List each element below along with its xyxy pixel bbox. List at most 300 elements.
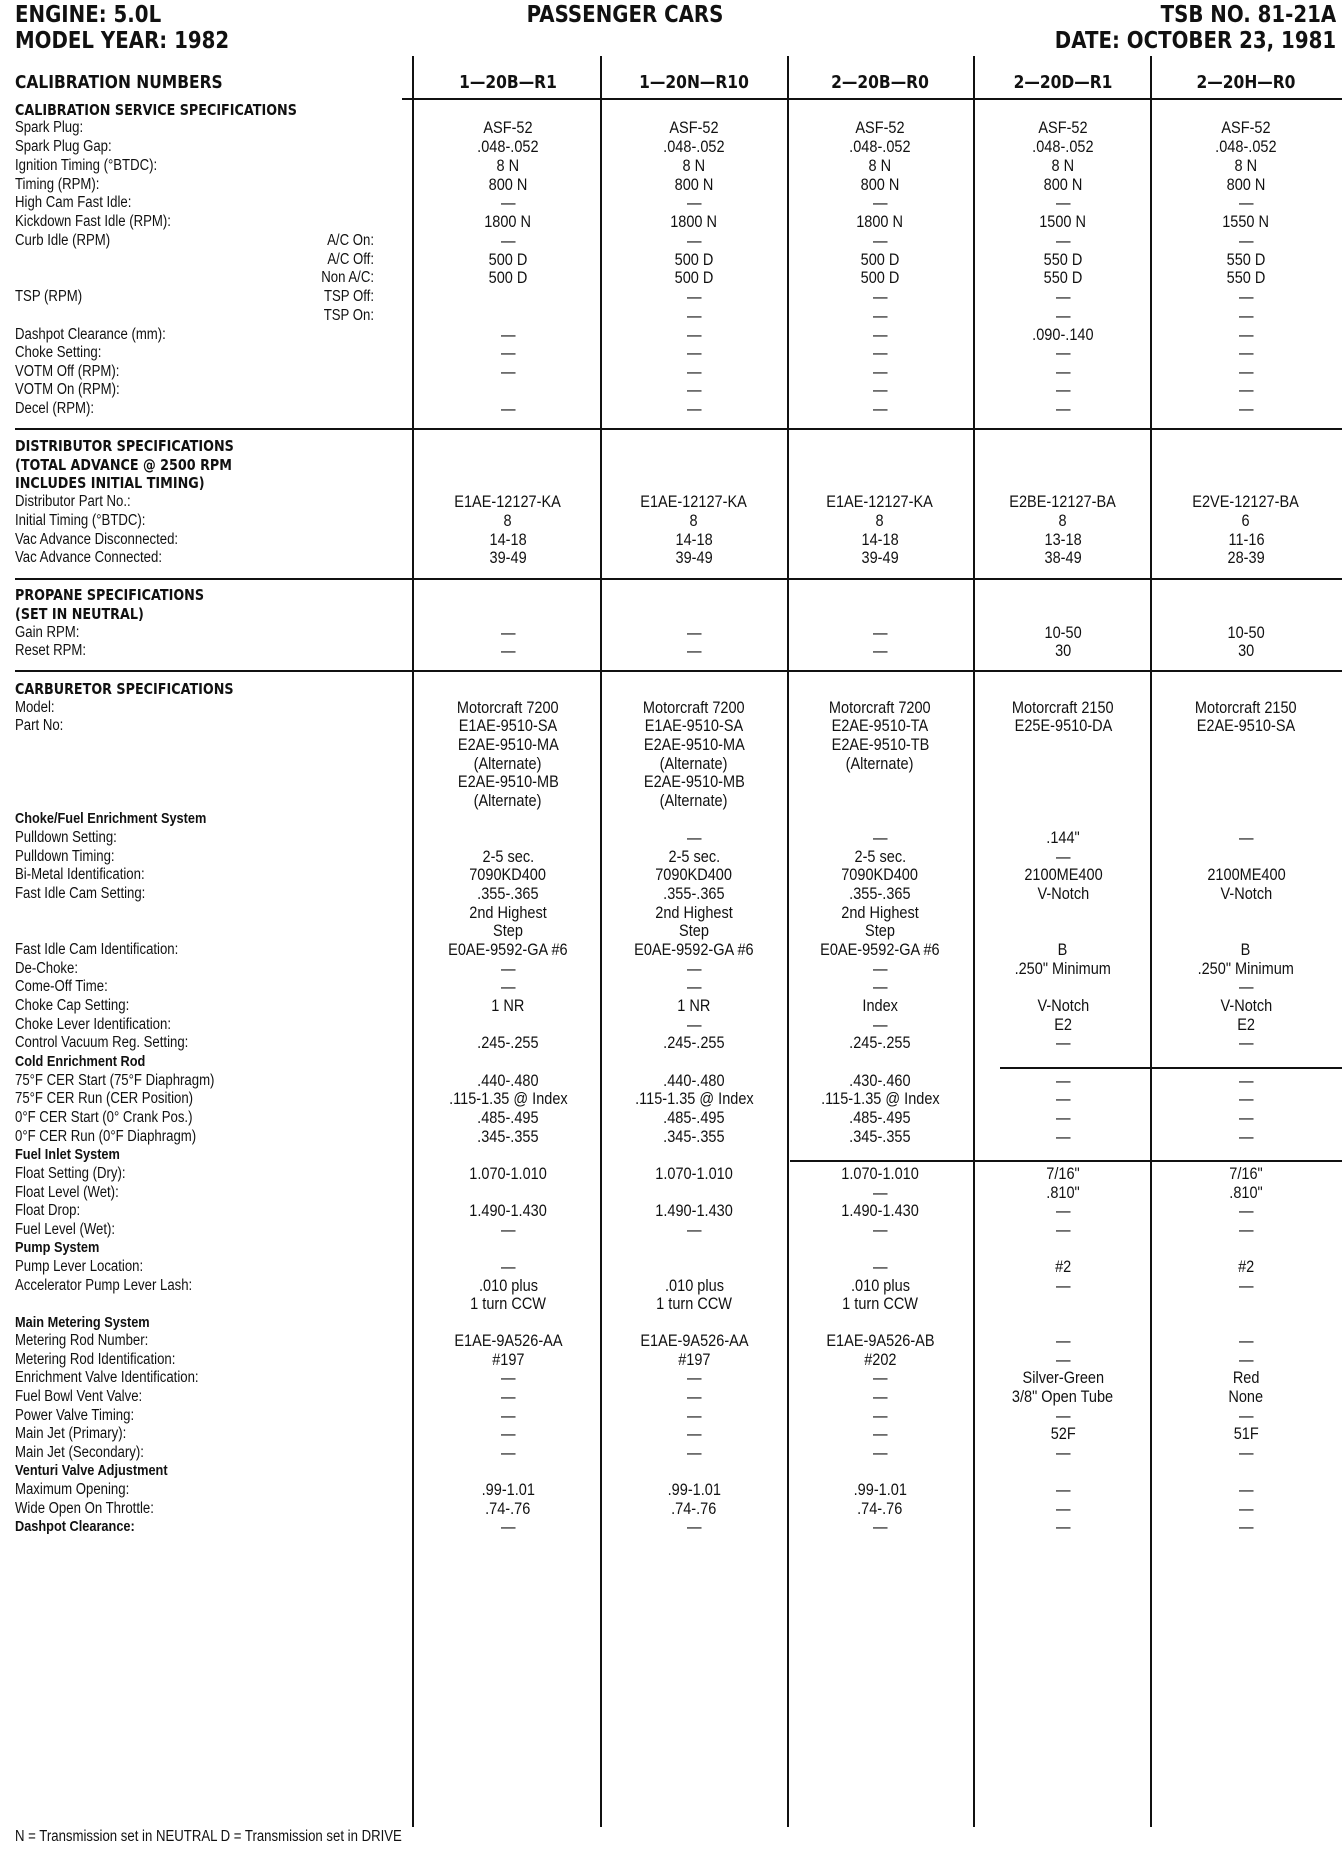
spec-value-text: (Alternate): [474, 755, 542, 773]
spec-value-text: Step: [493, 922, 523, 940]
spec-value-text: E2: [1054, 1016, 1072, 1034]
spec-value-text: —: [1055, 848, 1071, 866]
spec-value-text: —: [872, 1425, 888, 1443]
spec-value-text: 800 N: [488, 176, 528, 194]
spec-value-text: 1 NR: [677, 997, 711, 1015]
spec-value-text: .430-.460: [849, 1072, 911, 1090]
spec-value-text: Step: [679, 922, 709, 940]
spec-label: VOTM On (RPM):: [15, 381, 120, 398]
section-heading: (TOTAL ADVANCE @ 2500 RPM: [15, 456, 232, 474]
subsection-heading: Dashpot Clearance:: [15, 1518, 135, 1535]
spec-value-text: E2AE-9510-MB: [643, 773, 745, 791]
spec-value-text: 1.070-1.010: [469, 1165, 547, 1183]
spec-value-text: E2AE-9510-MA: [643, 736, 745, 754]
spec-label: Wide Open On Throttle:: [15, 1500, 154, 1517]
spec-value-text: 1800 N: [484, 213, 532, 231]
spec-label: De-Choke:: [15, 960, 78, 977]
spec-value-text: .355-.365: [849, 885, 911, 903]
spec-value-text: .485-.495: [663, 1109, 725, 1127]
spec-value-text: 1.490-1.430: [841, 1202, 919, 1220]
spec-value-text: —: [872, 1221, 888, 1239]
spec-value: [423, 398, 593, 420]
spec-value-text: Index: [862, 997, 898, 1015]
spec-value-text: —: [500, 1407, 516, 1425]
section-heading: CARBURETOR SPECIFICATIONS: [15, 680, 234, 698]
spec-label: Bi-Metal Identification:: [15, 866, 145, 883]
spec-value-text: —: [872, 1369, 888, 1387]
spec-value: [423, 640, 593, 662]
spec-value-text: —: [686, 1388, 702, 1406]
spec-value-text: —: [500, 232, 516, 250]
spec-value-text: 800 N: [1043, 176, 1083, 194]
spec-value-text: 39-49: [489, 549, 527, 567]
spec-label: 0°F CER Run (0°F Diaphragm): [15, 1128, 197, 1145]
spec-value-text: 8: [1058, 512, 1068, 530]
section-divider: [15, 670, 1342, 672]
table-row: [0, 547, 1344, 569]
spec-value-text: E1AE-9A526-AB: [825, 1332, 935, 1350]
spec-value-text: 28-39: [1227, 549, 1265, 567]
spec-value-text: 500 D: [860, 269, 900, 287]
spec-value-text: .74-.76: [671, 1500, 717, 1518]
column-divider: [787, 56, 789, 1827]
spec-value-text: —: [1055, 1444, 1071, 1462]
spec-value-text: 1 NR: [491, 997, 525, 1015]
spec-value-text: —: [872, 307, 888, 325]
spec-value-text: 52F: [1050, 1425, 1076, 1443]
spec-value-text: 2nd Highest: [655, 904, 733, 922]
spec-value-text: —: [1238, 1500, 1254, 1518]
spec-value-text: None: [1228, 1388, 1264, 1406]
spec-label: Come-Off Time:: [15, 978, 108, 995]
spec-value-text: —: [872, 1518, 888, 1536]
spec-value-text: —: [872, 1388, 888, 1406]
spec-label: Maximum Opening:: [15, 1481, 130, 1498]
spec-value-text: —: [686, 960, 702, 978]
spec-value-text: —: [1238, 1072, 1254, 1090]
spec-value-text: —: [686, 1518, 702, 1536]
spec-value-text: 2nd Highest: [841, 904, 919, 922]
spec-label: 0°F CER Start (0° Crank Pos.): [15, 1109, 193, 1126]
spec-label: Metering Rod Number:: [15, 1332, 149, 1349]
spec-value-text: .010 plus: [664, 1277, 724, 1295]
spec-value-text: 10-50: [1227, 624, 1265, 642]
spec-value: [795, 640, 965, 662]
spec-value-text: 2nd Highest: [469, 904, 547, 922]
spec-value-text: #202: [863, 1351, 897, 1369]
spec-label: Gain RPM:: [15, 624, 80, 641]
spec-value-text: —: [1238, 1128, 1254, 1146]
spec-value-text: 30: [1054, 642, 1072, 660]
spec-value-text: —: [500, 194, 516, 212]
spec-value-text: E1AE-12127-KA: [454, 493, 562, 511]
spec-value-text: 2100ME400: [1023, 866, 1103, 884]
spec-value-text: —: [1238, 829, 1254, 847]
spec-value-text: —: [1055, 363, 1071, 381]
spec-value-text: —: [500, 1388, 516, 1406]
spec-value-text: .440-.480: [477, 1072, 539, 1090]
spec-value-text: E2AE-9510-MB: [457, 773, 559, 791]
spec-value-text: 800 N: [674, 176, 714, 194]
spec-value-text: #197: [677, 1351, 711, 1369]
spec-value-text: 800 N: [860, 176, 900, 194]
category-label: PASSENGER CARS: [526, 2, 724, 28]
spec-label: Choke Cap Setting:: [15, 997, 130, 1014]
spec-value-text: —: [872, 1407, 888, 1425]
spec-value-text: —: [1238, 1407, 1254, 1425]
spec-value-text: 550 D: [1226, 269, 1266, 287]
spec-value-text: —: [500, 1444, 516, 1462]
spec-value-text: E1AE-12127-KA: [640, 493, 748, 511]
spec-value-text: E2AE-9510-MA: [457, 736, 559, 754]
spec-value-text: .250" Minimum: [1014, 960, 1112, 978]
spec-value-text: .048-.052: [1032, 138, 1094, 156]
table-row: [0, 640, 1344, 662]
spec-value-text: 1550 N: [1222, 213, 1270, 231]
spec-value-text: .048-.052: [477, 138, 539, 156]
spec-value-text: —: [1055, 1128, 1071, 1146]
spec-value-text: 14-18: [675, 531, 713, 549]
spec-value-text: 39-49: [675, 549, 713, 567]
spec-label: Accelerator Pump Lever Lash:: [15, 1277, 193, 1294]
spec-value-text: —: [1055, 232, 1071, 250]
spec-value-text: —: [1055, 1090, 1071, 1108]
spec-value-text: .010 plus: [478, 1277, 538, 1295]
spec-value-text: —: [1055, 1202, 1071, 1220]
spec-value-text: E2AE-9510-TB: [831, 736, 929, 754]
spec-value-text: —: [1238, 1202, 1254, 1220]
spec-value-text: —: [686, 1425, 702, 1443]
spec-value-text: V-Notch: [1037, 885, 1089, 903]
table-row: [0, 1516, 1344, 1538]
spec-value-text: B: [1241, 941, 1251, 959]
spec-label: Kickdown Fast Idle (RPM):: [15, 213, 171, 230]
spec-value-text: —: [872, 232, 888, 250]
spec-value-text: 8 N: [868, 157, 892, 175]
spec-value-text: —: [872, 1444, 888, 1462]
spec-label: Fuel Bowl Vent Valve:: [15, 1388, 143, 1405]
spec-value-text: E0AE-9592-GA #6: [820, 941, 940, 959]
spec-value-text: —: [500, 624, 516, 642]
table-row: [0, 398, 1344, 420]
spec-value-text: —: [872, 1258, 888, 1276]
spec-value-text: Silver-Green: [1022, 1369, 1104, 1387]
spec-value-text: —: [1055, 307, 1071, 325]
spec-value-text: (Alternate): [474, 792, 542, 810]
spec-value-text: E25E-9510-DA: [1014, 717, 1112, 735]
spec-value-text: .115-1.35 @ Index: [448, 1090, 568, 1108]
spec-value-text: 1500 N: [1039, 213, 1087, 231]
spec-value-text: 500 D: [674, 269, 714, 287]
spec-label: Vac Advance Disconnected:: [15, 531, 179, 548]
spec-value-text: .345-.355: [477, 1128, 539, 1146]
spec-value-text: —: [872, 642, 888, 660]
spec-value-text: —: [1238, 326, 1254, 344]
spec-value-text: —: [686, 1221, 702, 1239]
spec-label: Reset RPM:: [15, 642, 87, 659]
spec-value-text: .355-.365: [477, 885, 539, 903]
spec-value-text: Step: [865, 922, 895, 940]
spec-value-text: 1.070-1.010: [655, 1165, 733, 1183]
spec-value: [1161, 640, 1331, 662]
header-rule: [402, 98, 1342, 100]
spec-value-text: ASF-52: [669, 119, 719, 137]
spec-label: Spark Plug Gap:: [15, 138, 112, 155]
spec-value-text: —: [500, 1518, 516, 1536]
spec-value-text: —: [1055, 1332, 1071, 1350]
spec-value-text: 7090KD400: [469, 866, 547, 884]
spec-label: Fast Idle Cam Identification:: [15, 941, 179, 958]
spec-value: [609, 398, 779, 420]
spec-value-text: —: [686, 1444, 702, 1462]
spec-label: Curb Idle (RPM): [15, 232, 111, 249]
spec-value-text: 500 D: [488, 251, 528, 269]
section-divider: [790, 1160, 1342, 1162]
spec-value: [423, 547, 593, 569]
spec-value: [609, 640, 779, 662]
subsection-heading: Venturi Valve Adjustment: [15, 1462, 168, 1479]
spec-label: Main Jet (Secondary):: [15, 1444, 144, 1461]
spec-value-text: .048-.052: [849, 138, 911, 156]
spec-value-text: —: [872, 960, 888, 978]
spec-value-text: .345-.355: [849, 1128, 911, 1146]
spec-value: [1161, 1516, 1331, 1538]
spec-value-text: 11-16: [1227, 531, 1265, 549]
spec-value-text: —: [686, 363, 702, 381]
spec-value-text: Motorcraft 2150: [1012, 699, 1114, 717]
spec-value-text: —: [1238, 344, 1254, 362]
spec-value-text: —: [686, 344, 702, 362]
column-header: 2—20D—R1: [1013, 72, 1113, 93]
spec-label: Spark Plug:: [15, 119, 84, 136]
spec-value-text: 7090KD400: [655, 866, 733, 884]
spec-label: High Cam Fast Idle:: [15, 194, 132, 211]
column-divider: [600, 56, 602, 1827]
spec-value-text: 8 N: [496, 157, 520, 175]
spec-label: Model:: [15, 699, 55, 716]
column-header: 1—20B—R1: [459, 72, 557, 93]
spec-value-text: .74-.76: [857, 1500, 903, 1518]
spec-value-text: —: [686, 1407, 702, 1425]
spec-value-text: .048-.052: [1215, 138, 1277, 156]
spec-value-text: —: [686, 381, 702, 399]
spec-value-text: —: [686, 642, 702, 660]
spec-value-text: —: [686, 307, 702, 325]
spec-value-text: ASF-52: [483, 119, 533, 137]
spec-value-text: —: [500, 344, 516, 362]
spec-value-text: .99-1.01: [481, 1481, 535, 1499]
spec-value-text: 2-5 sec.: [854, 848, 906, 866]
spec-value-text: #2: [1237, 1258, 1255, 1276]
spec-value-text: —: [1055, 1500, 1071, 1518]
spec-label: Distributor Part No.:: [15, 493, 131, 510]
subsection-heading: Choke/Fuel Enrichment System: [15, 810, 207, 827]
spec-value-text: E0AE-9592-GA #6: [634, 941, 754, 959]
spec-label: Pump Lever Location:: [15, 1258, 144, 1275]
spec-value-text: —: [500, 642, 516, 660]
spec-value-text: —: [686, 326, 702, 344]
spec-label: VOTM Off (RPM):: [15, 363, 120, 380]
spec-label: TSP (RPM): [15, 288, 83, 305]
spec-label: Decel (RPM):: [15, 400, 95, 417]
spec-value-text: V-Notch: [1220, 885, 1272, 903]
spec-value-text: .485-.495: [477, 1109, 539, 1127]
spec-value-text: —: [1055, 1221, 1071, 1239]
spec-value: [795, 547, 965, 569]
section-divider: [1000, 1067, 1342, 1069]
spec-value-text: —: [500, 400, 516, 418]
spec-value-text: —: [1238, 1109, 1254, 1127]
spec-value-text: —: [500, 978, 516, 996]
spec-value-text: —: [686, 624, 702, 642]
spec-value-text: —: [872, 288, 888, 306]
spec-value-text: 800 N: [1226, 176, 1266, 194]
spec-value-text: —: [1055, 194, 1071, 212]
spec-value-text: —: [872, 400, 888, 418]
spec-value-text: E2AE-9510-SA: [1196, 717, 1296, 735]
spec-value-text: —: [1055, 1034, 1071, 1052]
spec-value-text: 38-49: [1044, 549, 1082, 567]
spec-value-text: —: [872, 1184, 888, 1202]
spec-value-text: (Alternate): [660, 792, 728, 810]
spec-value-text: .810": [1229, 1184, 1263, 1202]
spec-value-text: .115-1.35 @ Index: [634, 1090, 754, 1108]
spec-value-text: E1AE-9510-SA: [458, 717, 558, 735]
spec-label: Control Vacuum Reg. Setting:: [15, 1034, 189, 1051]
spec-sublabel: A/C On:: [327, 232, 374, 249]
spec-label: Initial Timing (°BTDC):: [15, 512, 146, 529]
spec-sublabel: TSP On:: [323, 307, 374, 324]
spec-value: [978, 398, 1148, 420]
spec-value-text: —: [1238, 1277, 1254, 1295]
spec-value-text: 10-50: [1044, 624, 1082, 642]
spec-label: Timing (RPM):: [15, 176, 100, 193]
spec-value-text: 8: [875, 512, 885, 530]
spec-value-text: 550 D: [1043, 269, 1083, 287]
spec-value-text: V-Notch: [1220, 997, 1272, 1015]
spec-value-text: E2: [1237, 1016, 1255, 1034]
spec-value-text: 8: [503, 512, 513, 530]
spec-value-text: —: [1238, 363, 1254, 381]
bulletin-date: DATE: OCTOBER 23, 1981: [1054, 28, 1336, 54]
spec-label: Float Level (Wet):: [15, 1184, 119, 1201]
spec-value-text: 3/8" Open Tube: [1012, 1388, 1114, 1406]
spec-value-text: 8 N: [1234, 157, 1258, 175]
subsection-heading: Fuel Inlet System: [15, 1146, 120, 1163]
spec-value-text: .74-.76: [485, 1500, 531, 1518]
spec-label: Part No:: [15, 717, 64, 734]
spec-value-text: —: [500, 363, 516, 381]
section-heading: PROPANE SPECIFICATIONS: [15, 586, 205, 604]
spec-value-text: —: [1238, 1444, 1254, 1462]
spec-value-text: —: [1238, 1332, 1254, 1350]
spec-value-text: E1AE-9A526-AA: [453, 1332, 563, 1350]
spec-value-text: E2VE-12127-BA: [1192, 493, 1300, 511]
spec-value-text: 1.490-1.430: [655, 1202, 733, 1220]
spec-label: Power Valve Timing:: [15, 1407, 135, 1424]
spec-value-text: #197: [491, 1351, 525, 1369]
section-heading: DISTRIBUTOR SPECIFICATIONS: [15, 437, 234, 455]
spec-label: Pulldown Setting:: [15, 829, 117, 846]
spec-value: [1161, 398, 1331, 420]
spec-value-text: —: [500, 1221, 516, 1239]
spec-label: Fast Idle Cam Setting:: [15, 885, 146, 902]
spec-value-text: —: [872, 829, 888, 847]
subsection-heading: Pump System: [15, 1239, 100, 1256]
spec-value: [795, 398, 965, 420]
spec-value-text: —: [872, 363, 888, 381]
spec-value-text: —: [872, 194, 888, 212]
spec-value-text: .144": [1046, 829, 1080, 847]
column-header: 1—20N—R10: [639, 72, 749, 93]
spec-value-text: 1 turn CCW: [470, 1295, 546, 1313]
spec-value-text: .048-.052: [663, 138, 725, 156]
spec-value-text: E0AE-9592-GA #6: [448, 941, 568, 959]
calibration-numbers-label: CALIBRATION NUMBERS: [15, 72, 223, 93]
spec-value-text: 30: [1237, 642, 1255, 660]
spec-value-text: —: [686, 829, 702, 847]
spec-value-text: 550 D: [1043, 251, 1083, 269]
spec-value-text: Motorcraft 7200: [457, 699, 559, 717]
spec-label: Metering Rod Identification:: [15, 1351, 176, 1368]
section-divider: [15, 428, 1342, 430]
spec-value-text: 2100ME400: [1206, 866, 1286, 884]
spec-value-text: .355-.365: [663, 885, 725, 903]
spec-value-text: 1.070-1.010: [841, 1165, 919, 1183]
spec-value-text: 500 D: [860, 251, 900, 269]
section-heading: INCLUDES INITIAL TIMING): [15, 474, 205, 492]
spec-value-text: —: [872, 344, 888, 362]
spec-value-text: —: [1238, 978, 1254, 996]
spec-value-text: —: [1055, 1351, 1071, 1369]
spec-value: [609, 1516, 779, 1538]
spec-value-text: —: [1055, 344, 1071, 362]
model-year-label: MODEL YEAR: 1982: [15, 28, 230, 54]
spec-label: Ignition Timing (°BTDC):: [15, 157, 158, 174]
spec-value-text: —: [1238, 1518, 1254, 1536]
spec-value-text: —: [872, 978, 888, 996]
spec-value-text: #2: [1054, 1258, 1072, 1276]
tsb-number: TSB NO. 81-21A: [1160, 2, 1336, 28]
spec-value-text: 2-5 sec.: [668, 848, 720, 866]
spec-value-text: —: [1055, 381, 1071, 399]
spec-value-text: —: [686, 978, 702, 996]
spec-label: Vac Advance Connected:: [15, 549, 162, 566]
spec-label: Choke Setting:: [15, 344, 102, 361]
spec-value: [609, 547, 779, 569]
spec-value-text: .250" Minimum: [1197, 960, 1295, 978]
footnote: N = Transmission set in NEUTRAL D = Transmission set in DRIVE: [15, 1828, 402, 1845]
spec-value-text: .245-.255: [477, 1034, 539, 1052]
spec-value-text: 7090KD400: [841, 866, 919, 884]
column-header: 2—20B—R0: [831, 72, 929, 93]
spec-value-text: .810": [1046, 1184, 1080, 1202]
spec-value-text: 550 D: [1226, 251, 1266, 269]
column-header: 2—20H—R0: [1196, 72, 1296, 93]
column-divider: [973, 56, 975, 1827]
spec-value-text: —: [1055, 400, 1071, 418]
spec-value-text: —: [500, 326, 516, 344]
spec-value-text: .090-.140: [1032, 326, 1094, 344]
spec-value-text: 1800 N: [856, 213, 904, 231]
spec-value-text: 14-18: [861, 531, 899, 549]
spec-value-text: (Alternate): [660, 755, 728, 773]
spec-value-text: 1 turn CCW: [656, 1295, 732, 1313]
spec-label: Dashpot Clearance (mm):: [15, 326, 166, 343]
spec-value-text: 1800 N: [670, 213, 718, 231]
spec-value-text: .245-.255: [849, 1034, 911, 1052]
spec-value-text: 500 D: [674, 251, 714, 269]
